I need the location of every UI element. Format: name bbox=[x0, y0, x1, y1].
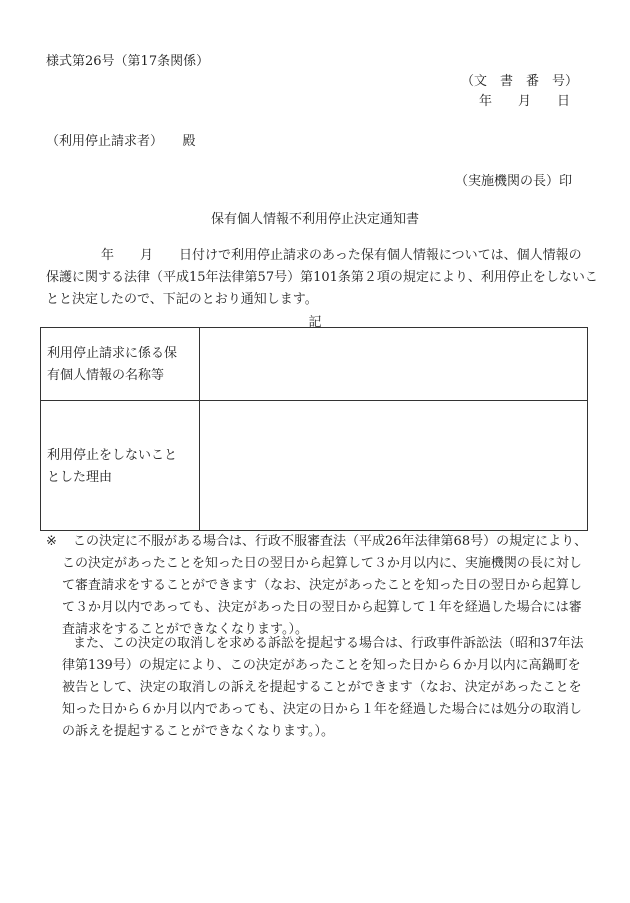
note-paragraph-2 bbox=[62, 633, 584, 743]
table-value bbox=[200, 328, 588, 401]
note-line: この決定に不服がある場合は、行政不服審査法（平成26年法律第68号）の規定により、 bbox=[73, 534, 588, 549]
body-line: とと決定したので、下記のとおり通知します。 bbox=[46, 292, 318, 307]
note-line: て審査請求をすることができます（なお、決定があったことを知った日の翌日から起算し bbox=[62, 578, 582, 593]
table-value bbox=[200, 401, 588, 531]
table-label: 利用停止請求に係る保 有個人情報の名称等 bbox=[41, 328, 200, 401]
ki-heading: 記 bbox=[308, 315, 322, 330]
date: 年 月 日 bbox=[478, 94, 570, 109]
form-number: 様式第26号（第17条関係） bbox=[46, 54, 210, 69]
body-line: 保護に関する法律（平成15年法律第57号）第101条第２項の規定により、利用停止をしないこ bbox=[46, 270, 598, 285]
note-mark: ※ bbox=[46, 534, 57, 549]
body-line: 年 月 日付けで利用停止請求のあった保有個人情報については、個人情報の bbox=[101, 248, 582, 263]
note-line: 知った日から６か月以内であっても、決定の日から１年を経過した場合には処分の取消し bbox=[62, 702, 582, 717]
document-number: （文 書 番 号） bbox=[460, 74, 578, 89]
note-paragraph-1 bbox=[62, 531, 587, 641]
table-row bbox=[41, 328, 588, 401]
addressee: （利用停止請求者） 殿 bbox=[46, 134, 196, 149]
note-line: 被告として、決定の取消しの訴えを提起することができます（なお、決定があったことを bbox=[62, 680, 582, 695]
document-title: 保有個人情報不利用停止決定通知書 bbox=[210, 212, 419, 227]
note-line: 律第139号）の規定により、この決定があったことを知った日から６か月以内に高鍋町を bbox=[62, 658, 581, 673]
note-line: て３か月以内であっても、決定があった日の翌日から起算して１年を経過した場合には審 bbox=[62, 600, 582, 615]
note-line: また、この決定の取消しを求める訴訟を提起する場合は、行政事件訴訟法（昭和37年法 bbox=[73, 636, 584, 651]
body-paragraph bbox=[46, 245, 598, 311]
record-table bbox=[40, 327, 588, 531]
table-label: 利用停止をしないこと とした理由 bbox=[41, 401, 200, 531]
note-line: の訴えを提起することができなくなります。）。 bbox=[62, 724, 334, 739]
sender: （実施機関の長）印 bbox=[454, 174, 572, 189]
table-row bbox=[41, 401, 588, 531]
note-line: この決定があったことを知った日の翌日から起算して３か月以内に、実施機関の長に対し bbox=[62, 556, 582, 571]
note-line: 査請求をすることができなくなります。）。 bbox=[62, 622, 308, 637]
